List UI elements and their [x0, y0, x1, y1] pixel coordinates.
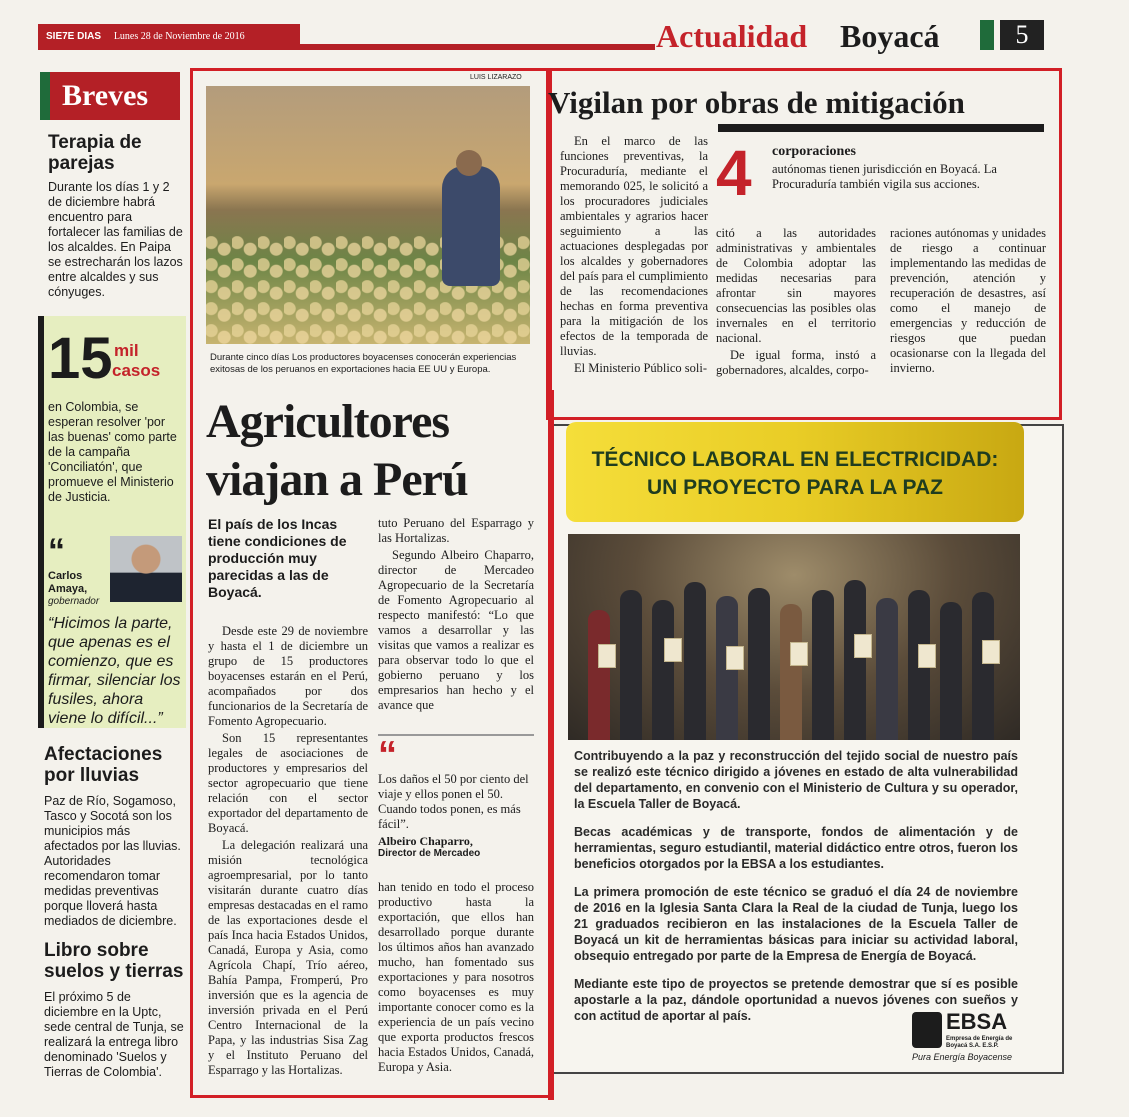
brief-title: Libro sobre suelos y tierras: [44, 940, 184, 982]
vigilan-column-2: [716, 226, 876, 378]
ad-title-1: TÉCNICO LABORAL EN ELECTRICIDAD:: [591, 448, 999, 471]
ad-paragraph: La primera promoción de este técnico se graduó el día 24 de noviembre de 2016 en la Iglesia Santa Clara la Real de la ciudad de Tunja, luego los 21 graduados recibieron en las instalaciones de la Escuela Taller de Boyacá un kit de herramientas básicas para iniciar su actividad laboral, obsequio entregado por parte de la Empresa de Energía de Boyacá.: [574, 885, 1018, 963]
stat-text: en Colombia, se esperan resolver 'por las buenas' como parte de la campaña 'Conciliatón', que promueve el Ministerio de Justicia.: [48, 400, 177, 504]
vigilan-paragraph: De igual forma, instó a gobernadores, alcaldes, corpo-: [716, 348, 876, 377]
agri-column-1: [208, 624, 368, 1078]
ebsa-logo-icon: [912, 1012, 942, 1048]
agri-subhead: El país de los Incas tiene condiciones de producción muy parecidas a las de Boyacá.: [208, 516, 347, 600]
stat-unit-2: casos: [112, 361, 161, 380]
onion-field-photo: [206, 86, 530, 344]
section-title-actualidad: Actualidad: [656, 18, 808, 54]
ebsa-logo-text: EBSA: [946, 1009, 1008, 1034]
agri-paragraph: Segundo Albeiro Chaparro, director de Mercadeo Agropecuario de la Secretaría de Fomento Agropecuario al respecto manifestó: “Lo que vamos a desarrollar y las visitas que vamos a realizar es para observar todo lo que el gobierno peruano y los empresarios han hecho y el avance que: [378, 548, 534, 712]
fact-title: corporaciones: [772, 144, 856, 159]
fact-text: autónomas tienen jurisdicción en Boyacá. La Procuraduría también vigila sus acciones.: [772, 162, 997, 191]
breves-heading: Breves: [40, 72, 180, 120]
vigilan-headline: Vigilan por obras de mitigación: [548, 85, 965, 120]
agri-headline-1: Agricultores: [206, 395, 450, 448]
vigilan-column-1: [560, 134, 708, 376]
agri-column-2: [378, 516, 534, 713]
brief-text: Paz de Río, Sogamoso, Tasco y Socotá son los municipios más afectados por las lluvias. Autoridades recomendaron tomar medidas preventivas porque lloverá hasta mediados de diciembre.: [44, 794, 181, 928]
agri-paragraph: han tenido en todo el proceso productivo hasta la exportación, que ellos han desarrollado porque durante los últimos años han avanzado mucho, han fomentado sus exportaciones y para nosotros como boyacenses es muy importante conocer como es la experiencia de un país vecino que exporta productos frescos hacia Estados Unidos, Canadá, Europa y Asia.: [378, 880, 534, 1074]
publication-name: SIE7E DIAS: [46, 31, 102, 42]
ad-title-banner: [566, 422, 1024, 522]
fact-number: 4: [716, 137, 752, 209]
pull-quote-role: Director de Mercadeo: [378, 848, 481, 859]
issue-date: Lunes 28 de Noviembre de 2016: [113, 31, 245, 42]
ad-paragraph: Mediante este tipo de proyectos se pretende demostrar que sí es posible apostarle a la paz, dándole oportunidad a nuevos jóvenes con sueños y con actitud de aportar al país.: [574, 977, 1018, 1023]
vigilan-paragraph: citó a las autoridades administrativas y ambientales de Colombia adoptar las medidas necesarias para afrontar sin mayores consecuencias las posibles olas invernales en el territorio nacional.: [716, 226, 876, 345]
stat-box-bar: [38, 316, 44, 728]
agri-paragraph: Son 15 representantes legales de asociaciones de productores y empresarios del sector agropecuario que tiene relación con el sector exportador del departamento de Boyacá.: [208, 731, 368, 835]
agri-column-2b: [378, 880, 534, 1075]
header-rule: [300, 44, 655, 50]
section-accent: [980, 20, 994, 50]
ad-title-2: UN PROYECTO PARA LA PAZ: [647, 476, 943, 499]
agri-paragraph: La delegación realizará una misión tecnológica agroempresarial, por lo tanto visitarán durante cuatro días empresas destacadas en el ramo de las exportaciones desde el país Inca hacia Estados Unidos, Canadá, Europa y Asia, como Agrícola Chapí, Trío aéreo, Bahía Pampa, Fromperú, Pro inversión que es la agencia de inversión privada en el Perú Centro Internacional de la Papa, y las industrias Sisa Zag y el Instituto Peruano del Esparrago y las Hortalizas.: [208, 838, 368, 1077]
graduation-photo: [568, 534, 1020, 740]
ad-paragraph: Contribuyendo a la paz y reconstrucción del tejido social de nuestro país se realizó este técnico dirigido a jóvenes en estado de alta vulnerabilidad del departamento, en convenio con el Ministerio de Cultura y su operador, la Escuela Taller de Boyacá.: [574, 749, 1018, 811]
vigilan-column-3: [890, 226, 1046, 376]
agri-headline-2: viajan a Perú: [206, 453, 468, 506]
section-title-boyaca: Boyacá: [840, 18, 940, 54]
agri-paragraph: Desde este 29 de noviembre y hasta el 1 de diciembre un grupo de 15 productores boyacenses estarán en el Perú, acompañados por dos funcionarios de la Secretaría de Fomento Agropecuario.: [208, 624, 368, 728]
breves-accent: [40, 72, 50, 120]
brief-libro: [44, 940, 184, 1080]
pull-quote-name: Albeiro Chaparro,: [378, 834, 473, 848]
brief-lluvias: [44, 744, 184, 929]
pull-quote-box: [378, 734, 534, 876]
vigilan-paragraph: raciones autónomas y unidades de riesgo a continuar implementando las medidas de prevención, atención y recuperación de desastres, así como el manejo de emergencias y reducción de riesgos que puedan ocasionarse con la llegada del invierno.: [890, 226, 1046, 375]
photo-caption: Durante cinco días Los productores boyacenses conocerán experiencias exitosas de los peruanos en exportaciones hacia EE UU y Europa.: [210, 352, 517, 375]
vigilan-paragraph: El Ministerio Público soli-: [574, 361, 707, 375]
brief-title: Terapia de parejas: [48, 132, 142, 174]
brief-text: Durante los días 1 y 2 de diciembre habrá encuentro para fortalecer las familias de los alcaldes. En Paipa se estrecharán los lazos entre alcaldes y sus cónyuges.: [48, 180, 183, 299]
publication-bar: [38, 24, 300, 50]
vigilan-paragraph: En el marco de las funciones preventivas, la Procuraduría, mediante el memorando 025, le solicitó a los procuradores judiciales ambientales y agrarios hacer seguimiento a las actuaciones desplegadas por los alcaldes y gobernadores del país para el cumplimiento de las recomendaciones hechas en forma preventiva para la mitigación de los efectos de la temporada de lluvias.: [560, 134, 708, 358]
ebsa-logo-subtitle: Empresa de Energía de Boyacá S.A. E.S.P.: [946, 1036, 1013, 1049]
sidebar-quote: “Hicimos la parte, que apenas es el comienzo, que es firmar, silenciar los fusiles, ahora viene lo difícil...”: [48, 615, 181, 727]
brief-text: El próximo 5 de diciembre en la Uptc, sede central de Tunja, se realizará la entrega libro denominado 'Suelos y Tierras de Colombia'.: [44, 990, 184, 1079]
quote-mark-icon: “: [378, 734, 397, 776]
ad-red-edge: [548, 390, 554, 1100]
brief-title: Afectaciones por lluvias: [44, 744, 163, 786]
brief-terapia: [48, 132, 184, 300]
stat-number: 15: [48, 326, 113, 391]
ad-paragraph: Becas académicas y de transporte, fondos de alimentación y de herramientas, seguro estudiantil, material didáctico entre otros, fueron los beneficios otorgados por la EBSA a los estudiantes.: [574, 825, 1018, 871]
agri-paragraph: tuto Peruano del Esparrago y las Hortalizas.: [378, 516, 534, 545]
headline-rule: [718, 124, 1044, 132]
quote-person-name: Carlos Amaya,: [48, 570, 88, 595]
stat-unit-1: mil: [114, 341, 139, 360]
page-number: 5: [1000, 20, 1044, 50]
quote-person-role: gobernador: [48, 596, 100, 607]
avatar: [110, 536, 182, 602]
ebsa-slogan: Pura Energía Boyacense: [912, 1052, 1013, 1062]
pull-quote-text: Los daños el 50 por ciento del viaje y ellos ponen el 50. Cuando todos ponen, es más fácil”.: [378, 772, 529, 831]
ad-body: [574, 748, 1018, 1024]
quote-mark-icon: “: [48, 532, 65, 570]
photo-credit: LUIS LIZARAZO: [470, 74, 522, 81]
